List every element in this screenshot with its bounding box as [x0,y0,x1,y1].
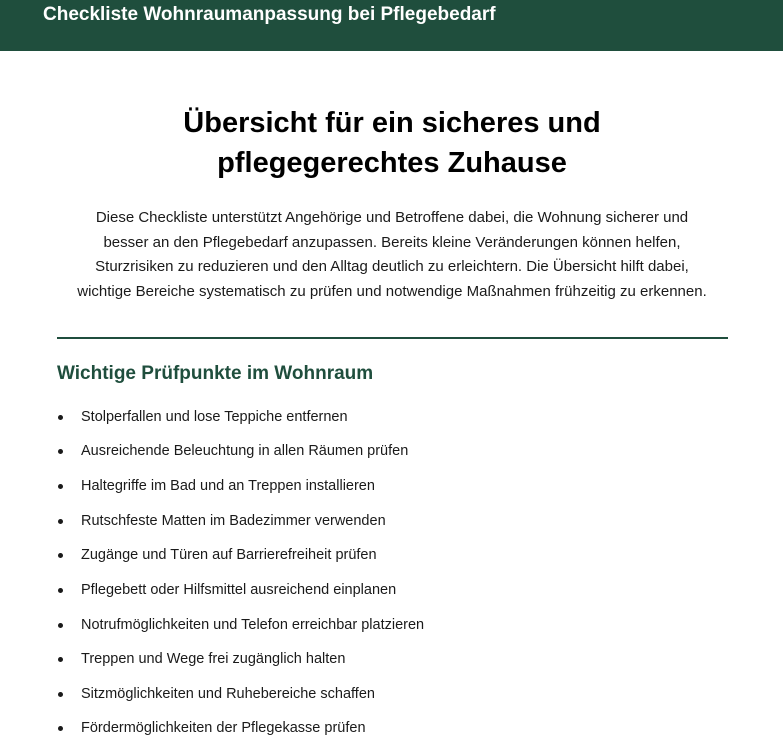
intro-line: besser an den Pflegebedarf anzupassen. Bereits kleine Veränderungen können helfen, [103,233,681,251]
bullet-icon [58,692,63,697]
checklist-item-text: Pflegebett oder Hilfsmittel ausreichend einplanen [81,582,397,598]
checklist-item-text: Rutschfeste Matten im Badezimmer verwenden [81,513,386,529]
document-title: Checkliste Wohnraumanpassung bei Pflegebedarf [43,4,496,25]
main-heading-line-2: pflegegerechtes Zuhause [217,147,567,179]
intro-line: Sturzrisiken zu reduzieren und den Alltag deutlich zu erleichtern. Die Übersicht hilft dabei, [95,258,689,275]
main-heading-line-1: Übersicht für ein sicheres und [183,107,601,139]
checklist-item-text: Notrufmöglichkeiten und Telefon erreichbar platzieren [81,617,425,633]
checklist-item-text: Zugänge und Türen auf Barrierefreiheit prüfen [81,547,377,563]
checklist-item-text: Haltegriffe im Bad und an Treppen installieren [81,478,375,494]
intro-line: wichtige Bereiche systematisch zu prüfen und notwendige Maßnahmen frühzeitig zu erkennen. [77,282,707,300]
checklist-item-text: Stolperfallen und lose Teppiche entfernen [81,409,348,425]
bullet-icon [58,726,63,731]
checklist-item-text: Fördermöglichkeiten der Pflegekasse prüfen [81,720,366,736]
checklist-item-text: Treppen und Wege frei zugänglich halten [81,651,346,667]
bullet-icon [58,519,63,524]
intro-line: Diese Checkliste unterstützt Angehörige und Betroffene dabei, die Wohnung sicherer und [95,209,689,226]
bullet-icon [58,623,63,628]
bullet-icon [58,588,63,593]
bullet-icon [58,415,63,420]
checklist-item-text: Sitzmöglichkeiten und Ruhebereiche schaffen [81,686,375,702]
checklist-item-text: Ausreichende Beleuchtung in allen Räumen prüfen [81,443,409,459]
bullet-icon [58,484,63,489]
bullet-icon [58,657,63,662]
checklist-heading: Wichtige Prüfpunkte im Wohnraum [57,363,374,384]
bullet-icon [58,553,63,558]
bullet-icon [58,449,63,454]
